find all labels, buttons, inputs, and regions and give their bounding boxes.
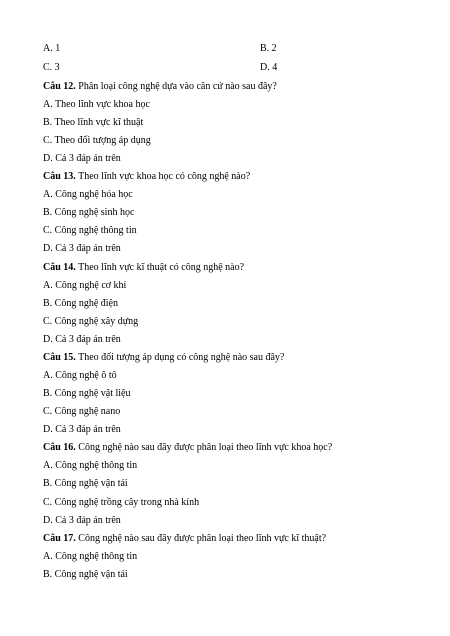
answer-option: A. Công nghệ thông tin xyxy=(43,551,138,562)
question-text: Công nghệ nào sau đây được phân loại theo lĩnh vực khoa học? xyxy=(78,442,333,453)
question-text: Công nghệ nào sau đây được phân loại theo lĩnh vực kĩ thuật? xyxy=(78,533,327,544)
answer-option: D. Cả 3 đáp án trên xyxy=(43,153,121,164)
answer-option: C. Theo đối tượng áp dụng xyxy=(43,135,151,146)
question-text: Theo đối tượng áp dụng có công nghệ nào sau đây? xyxy=(78,352,285,363)
option-b: B. 2 xyxy=(260,43,277,54)
option-c: C. 3 xyxy=(43,62,60,73)
answer-option: C. Công nghệ thông tin xyxy=(43,225,137,236)
question-12 xyxy=(43,81,277,93)
answer-option: D. Cả 3 đáp án trên xyxy=(43,243,121,254)
question-text: Phân loại công nghệ dựa vào căn cứ nào sau đây? xyxy=(78,81,277,92)
answer-option: C. Công nghệ nano xyxy=(43,406,121,417)
answer-option: B. Công nghệ sinh học xyxy=(43,207,135,218)
question-label: Câu 14. xyxy=(43,262,76,273)
answer-option: B. Theo lĩnh vực kĩ thuật xyxy=(43,117,144,128)
question-label: Câu 13. xyxy=(43,171,76,182)
answer-option: A. Công nghệ cơ khí xyxy=(43,280,127,291)
answer-option: B. Công nghệ điện xyxy=(43,298,118,309)
question-16 xyxy=(43,442,332,454)
answer-option: A. Theo lĩnh vực khoa học xyxy=(43,99,150,110)
answer-option: D. Cả 3 đáp án trên xyxy=(43,334,121,345)
question-label: Câu 17. xyxy=(43,533,76,544)
question-13 xyxy=(43,171,250,183)
question-label: Câu 15. xyxy=(43,352,76,363)
question-label: Câu 12. xyxy=(43,81,76,92)
question-14 xyxy=(43,262,244,274)
question-text: Theo lĩnh vực kĩ thuật có công nghệ nào? xyxy=(78,262,245,273)
answer-option: C. Công nghệ trồng cây trong nhà kính xyxy=(43,497,200,508)
answer-option: A. Công nghệ hóa học xyxy=(43,189,133,200)
answer-option: D. Cả 3 đáp án trên xyxy=(43,424,121,435)
answer-option: A. Công nghệ ô tô xyxy=(43,370,117,381)
question-17 xyxy=(43,533,326,545)
answer-option: C. Công nghệ xây dựng xyxy=(43,316,139,327)
answer-option: B. Công nghệ vận tải xyxy=(43,478,128,489)
answer-option: B. Công nghệ vận tải xyxy=(43,569,128,580)
option-d: D. 4 xyxy=(260,62,278,73)
option-a: A. 1 xyxy=(43,43,61,54)
question-label: Câu 16. xyxy=(43,442,76,453)
answer-option: A. Công nghệ thông tin xyxy=(43,460,138,471)
answer-option: D. Cả 3 đáp án trên xyxy=(43,515,121,526)
question-15 xyxy=(43,352,284,364)
question-text: Theo lĩnh vực khoa học có công nghệ nào? xyxy=(78,171,251,182)
answer-option: B. Công nghệ vật liệu xyxy=(43,388,131,399)
